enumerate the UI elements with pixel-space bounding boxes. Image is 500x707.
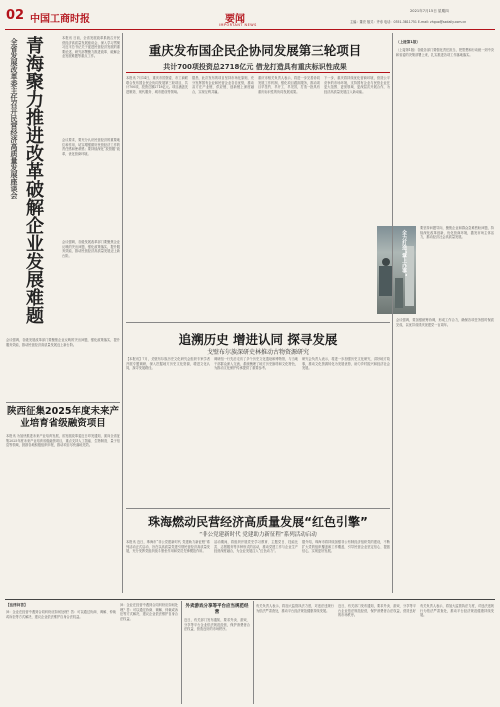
mid-story-body-2: 调研组一行先后走访了多个历史文化遗址和博物馆，与当地干部群众深入交流，系统梳理了地方历史脉络和文化特色，为推动文化保护传承提供了重要参考。 <box>214 357 298 371</box>
right-column-body-3: 会议强调，要加强统筹协调，形成工作合力，确保各项任务按时保质完成，以优异成绩庆祝建党一百周年。 <box>396 318 494 327</box>
masthead-rule <box>5 29 495 30</box>
main-body-2: 据悉，此次发布的项目坚持市场化原则，充分发挥国有企业和民营企业各自优势，推动双方在产业链、供应链、创新链上深度融合，实现互利共赢。 <box>192 76 254 94</box>
footer-col3-body: 有关负责人表示，将加大监管执法力度，对违法违规行为依法严肃查处，推动平台经济规范健康持续发展。 <box>256 604 334 613</box>
footer-col1-body: 问：企业在经营中遇到合同纠纷应如何处理？答：可以通过协商、调解、仲裁或诉讼等方式解决，建议企业依法维护自身合法权益。 <box>6 610 116 619</box>
left-story-body-2: 会议要求，要充分认识民营经济的重要地位和作用，切实增强做好民营经济工作的责任感和使命感；要持续深化“放管服”改革，优化营商环境。 <box>62 138 120 156</box>
right-column-body-2: 要坚持问题导向，聚焦企业和群众急难愁盼问题，持续深化改革创新，优化营商环境，激发市场主体活力，推动经济社会高质量发展。 <box>420 226 494 240</box>
main-body-3: 重庆市相关负责人表示，将进一步完善协同发展工作机制，强化项目跟踪服务，推动项目早签约、早开工、早见效，打造一批具有重庆标识性的协同发展成果。 <box>258 76 320 94</box>
bottom-story-body-1: 本报讯 近日，珠海市“非公党建新时代 党建助力新征程”系列活动正式启动，旨在以高质量党建引领民营经济高质量发展，充分发挥党组织战斗堡垒作用和党员先锋模范作用。 <box>126 540 210 554</box>
mid-story-subhead: 戈壁布尔族深研史林推动古物资源研究 <box>206 349 309 356</box>
footer-col5-body: 有关负责人表示，将加大监管执法力度，对违法违规行为依法严肃查处，推动平台经济规范健康持续发展。 <box>420 604 494 618</box>
photo-content-icon <box>377 226 416 314</box>
footer-col4-body: 近日，有关部门发布通知，要求外卖、游戏、分享等平台企业依法规范经营，保护消费者合法权益，营造良好的市场秩序。 <box>338 604 416 618</box>
column-divider <box>122 33 123 593</box>
left-story-2-headline: 陕西征集2025年度未来产业培育省级融资项目 <box>7 406 119 429</box>
footer-col1b-body: 问：企业在经营中遇到合同纠纷应如何处理？答：可以通过协商、调解、仲裁或诉讼等方式解决，建议企业依法维护自身合法权益。 <box>120 603 178 621</box>
right-column-title: （上接第1版） <box>396 40 421 44</box>
main-body-4: 下一步，重庆将持续优化营商环境，营造公平竞争的市场环境，支持国有企业与民营企业在更大范围、更宽领域、更深层次开展合作，为经济高质量发展注入新动能。 <box>324 76 390 94</box>
photo-caption: 全力打造“掌上办事” <box>401 230 407 277</box>
section-title: 要闻 <box>225 14 245 25</box>
page-number: 02 <box>6 8 25 23</box>
left-story-headline: 青海聚力推进改革破解企业发展难题 <box>23 36 44 324</box>
news-photo <box>377 226 416 314</box>
column-divider <box>253 601 254 704</box>
divider <box>126 508 390 509</box>
footer-col1-title: 【法律问答】 <box>6 603 28 607</box>
divider <box>126 322 390 323</box>
editor-line: 主编：董亮 版式：齐寿 电话：0351-3811751 E-mail: zhguo@sxdaily.com.cn <box>350 20 467 24</box>
left-story-kicker: 全省发展改革委主任召开民营经济高质量发展座谈会 <box>10 38 18 199</box>
footer-col2-body: 近日，有关部门发布通知，要求外卖、游戏、分享等平台企业依法规范经营，保护消费者合法权益，营造良好的市场秩序。 <box>184 618 250 632</box>
bottom-story-body-3: 据介绍，珠海市将持续加强非公有制经济组织党的建设，不断扩大党的组织覆盖和工作覆盖，引导民营企业坚定信心、提振信心，实现更好发展。 <box>302 540 390 554</box>
column-divider <box>181 601 182 704</box>
bottom-story-subhead: “非公党建新时代 党建助力新征程”系列活动启动 <box>199 532 317 538</box>
mid-story-body-1: 【本报讯】7月，戈壁布尔族历史文化研究会组织专家学者开展专题调研，深入挖掘地方历史文化资源，增进文化认同，探寻发展路径。 <box>126 357 210 371</box>
right-column-body-1: （上接第1版）各级各部门要强化责任担当，把思想和行动统一到中央和省委的决策部署上来，扎实推进各项工作落地落实。 <box>396 48 494 57</box>
left-story-body-1: 本报讯 日前，全省发展改革系统召开民营经济高质量发展座谈会，深入学习贯彻习近平总书记关于促进民营经济发展的重要论述，研究部署聚力推进改革、破解企业发展难题等重点工作。 <box>62 36 120 59</box>
main-headline: 重庆发布国企民企协同发展第三轮项目 <box>148 43 362 58</box>
mid-story-headline: 追溯历史 增进认同 探寻发展 <box>178 332 338 347</box>
main-headline-rule <box>126 72 390 73</box>
bottom-story-headline: 珠海燃动民营经济高质量发展“红色引擎” <box>148 515 368 529</box>
newspaper-brand: 中国工商时报 <box>30 14 90 25</box>
main-subhead: 共计700项投资总2718亿元 借龙打造具有重庆标识性成果 <box>163 63 347 71</box>
bottom-story-body-2: 活动期间，将组织开展党史学习教育、主题党日、技能比武、志愿服务等多种形式的活动，推动党建工作与企业生产经营深度融合，为企业发展注入“红色动力”。 <box>214 540 298 554</box>
left-story-2-body: 本报讯 为加快推进未来产业培育发展，省发展改革委近日印发通知，面向全省征集2025年度未来产业培育省级融资项目，重点支持人工智能、生物制造、量子信息等领域，鼓励各地积极组织申报，推动项目尽快落地见效。 <box>6 434 120 448</box>
issue-date: 2021年7月15日 星期四 <box>410 9 449 13</box>
footer-rule <box>5 599 495 600</box>
left-story-body-3: 会议强调，各级发展改革部门要聚焦企业反映的突出问题，强化政策落实，提升服务效能，推动民营经济高质量发展迈上新台阶。 <box>62 240 120 258</box>
masthead <box>0 0 500 30</box>
mid-story-body-3: 研究会负责人表示，将进一步加强历史文化研究，讲好地方故事，推动文化资源转化为发展优势，助力乡村振兴和经济社会发展。 <box>302 357 390 371</box>
left-story-body-cont: 会议强调，各级发展改革部门要聚焦企业反映的突出问题，强化政策落实，提升服务效能，推动民营经济高质量发展迈上新台阶。 <box>6 338 120 347</box>
main-body-1: 本报讯 7月14日，重庆市国资委、市工商联联合发布国企民企协同发展第三轮项目，共计700项，投资总额2718亿元。项目涵盖先进制造、现代服务、城市建设等领域。 <box>126 76 188 94</box>
column-divider <box>392 33 393 593</box>
divider <box>6 402 120 403</box>
footer-col2-title: 外卖游戏分享等平台应当规范经营 <box>185 604 249 615</box>
section-title-en: IMPORTANT NEWS <box>219 23 257 27</box>
